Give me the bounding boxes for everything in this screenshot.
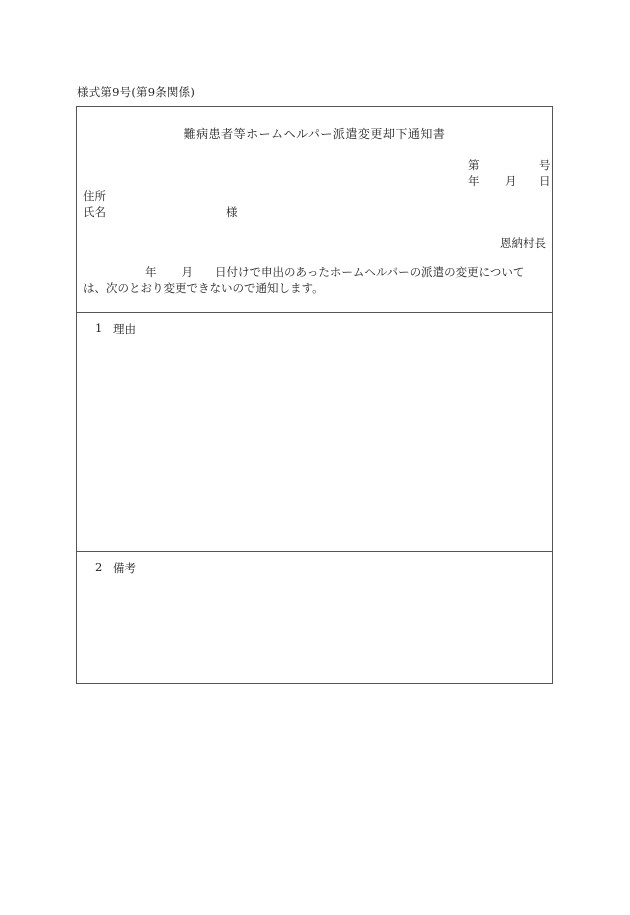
number-prefix: 第 xyxy=(468,158,480,172)
date-year: 年 xyxy=(468,174,480,188)
date-day: 日 xyxy=(539,174,551,188)
issuer-name: 恩納村長 xyxy=(500,236,546,250)
remarks-label: 備考 xyxy=(113,561,136,575)
body-year: 年 xyxy=(145,265,157,279)
honorific-sama: 様 xyxy=(226,205,238,219)
reason-number: 1 xyxy=(95,321,103,335)
remarks-number: 2 xyxy=(95,560,103,574)
notice-body xyxy=(83,264,545,296)
document-title: 難病患者等ホームヘルパー派遣変更却下通知書 xyxy=(183,127,446,141)
body-month: 月 xyxy=(181,265,193,279)
date-month: 月 xyxy=(505,174,517,188)
body-text: 日付けで申出のあったホームヘルパーの派遣の変更については、次のとおり変更できないので通知します。 xyxy=(83,265,525,295)
name-label: 氏名 xyxy=(83,205,106,219)
remarks-section xyxy=(77,552,552,683)
reason-label: 理由 xyxy=(113,322,136,336)
notice-header-section xyxy=(77,107,552,313)
address-label: 住所 xyxy=(83,189,106,203)
form-number-label: 様式第9号(第9条関係) xyxy=(77,85,196,99)
form-frame xyxy=(76,106,553,684)
number-suffix: 号 xyxy=(539,158,551,172)
reason-section xyxy=(77,313,552,552)
